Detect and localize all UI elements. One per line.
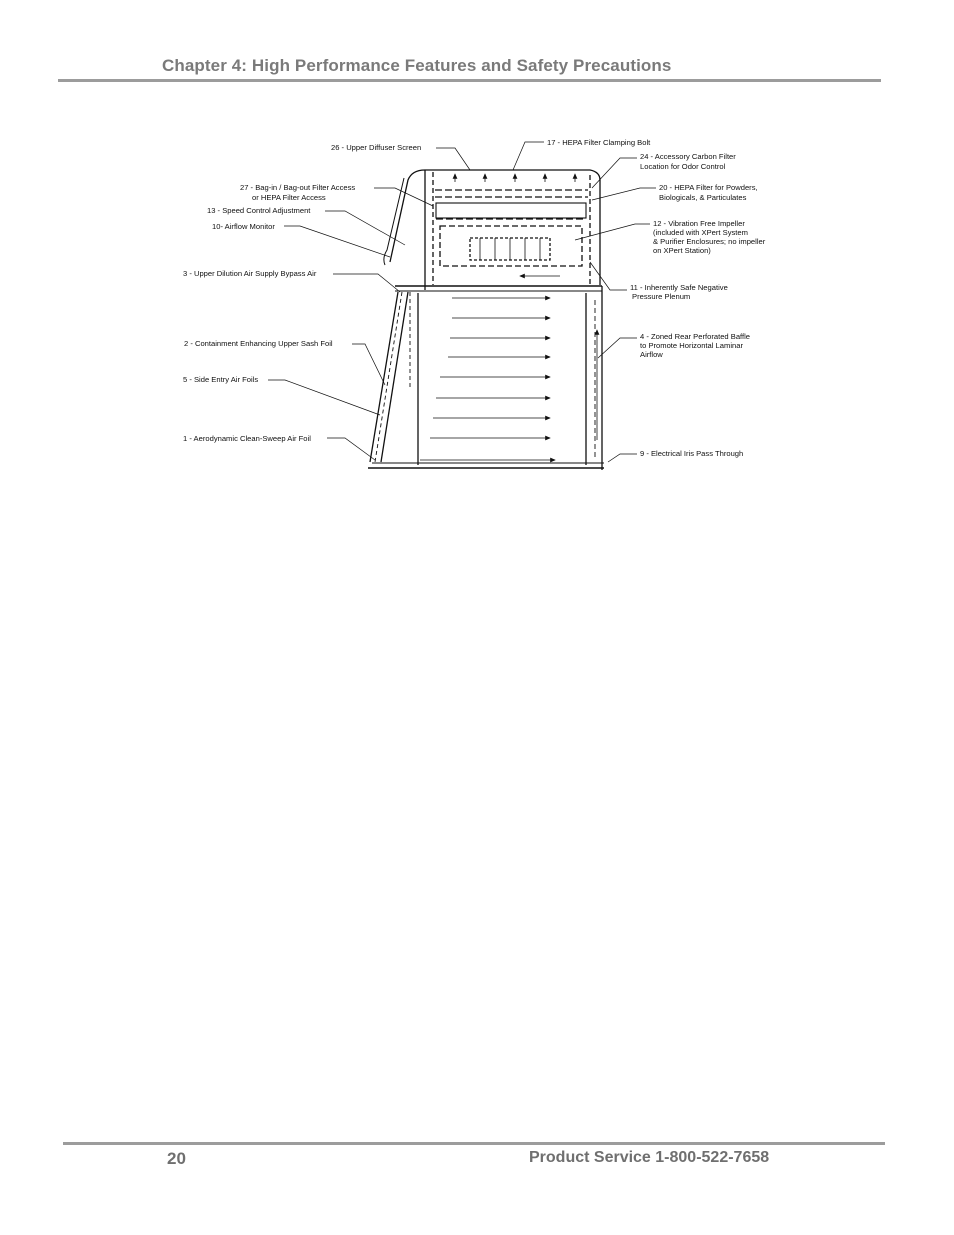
callout-13: 13 - Speed Control Adjustment [207,206,311,215]
callout-3: 3 - Upper Dilution Air Supply Bypass Air [183,269,317,278]
chapter-title: Chapter 4: High Performance Features and Safety Precautions [162,56,672,75]
callout-12-line3: & Purifier Enclosures; no impeller [653,237,766,246]
callout-24-line1: 24 - Accessory Carbon Filter [640,152,736,161]
callout-2: 2 - Containment Enhancing Upper Sash Foil [184,339,333,348]
callout-11-line1: 11 - Inherently Safe Negative [630,283,728,292]
callout-27-line2: or HEPA Filter Access [252,193,326,202]
callout-4-line2: to Promote Horizontal Laminar [640,341,743,350]
page-number: 20 [167,1149,186,1168]
footer-divider [63,1142,885,1145]
enclosure-drawing [368,170,604,470]
callout-12-line2: (included with XPert System [653,228,748,237]
callout-5: 5 - Side Entry Air Foils [183,375,259,384]
diagram-canvas [150,128,800,513]
callout-17: 17 - HEPA Filter Clamping Bolt [547,138,651,147]
callout-9: 9 - Electrical Iris Pass Through [640,449,744,458]
callout-4-line3: Airflow [640,350,663,359]
callout-1: 1 - Aerodynamic Clean-Sweep Air Foil [183,434,311,443]
product-service-phone: Product Service 1-800-522-7658 [529,1149,770,1166]
callout-24-line2: Location for Odor Control [640,162,726,171]
callout-20-line1: 20 - HEPA Filter for Powders, [659,183,758,192]
header-divider [58,79,881,82]
callout-27-line1: 27 - Bag-in / Bag-out Filter Access [240,183,356,192]
callout-4-line1: 4 - Zoned Rear Perforated Baffle [640,332,751,341]
callout-12-line4: on XPert Station) [653,246,711,255]
callout-12-line1: 12 - Vibration Free Impeller [653,219,745,228]
callout-10: 10- Airflow Monitor [212,222,275,231]
callout-26: 26 - Upper Diffuser Screen [331,143,422,152]
callout-20-line2: Biologicals, & Particulates [659,193,747,202]
enclosure-airflow-diagram [150,128,800,513]
callout-11-line2: Pressure Plenum [632,292,691,301]
airflow-arrows [420,174,597,460]
